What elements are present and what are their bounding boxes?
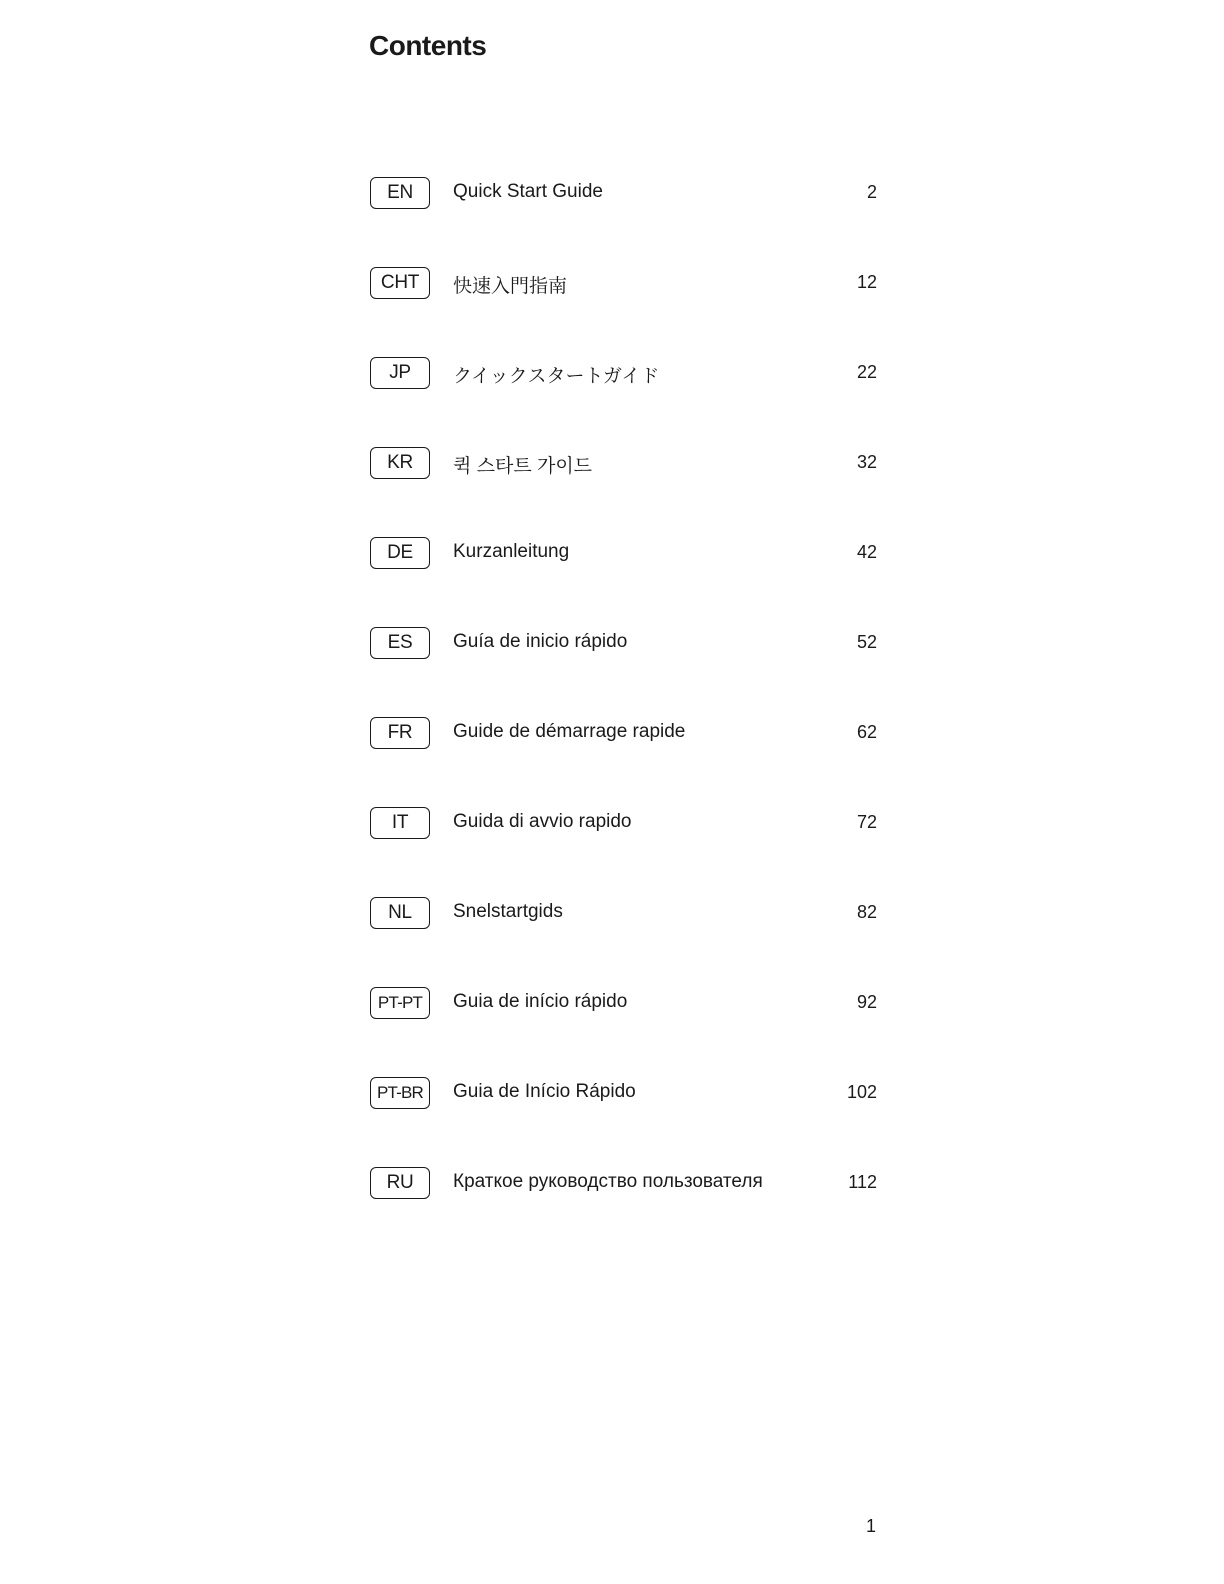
toc-page-number: 92 [856, 992, 877, 1012]
toc-entry-title: 快速入門指南 [453, 276, 568, 297]
toc-entry-pt-pt[interactable] [369, 984, 881, 1074]
toc-page-number: 62 [856, 722, 877, 742]
toc-page-number: 2 [866, 182, 877, 202]
language-code-badge: JP [370, 357, 430, 389]
table-of-contents [369, 174, 881, 1254]
toc-entry-ru[interactable] [369, 1164, 881, 1254]
toc-entry-pt-br[interactable] [369, 1074, 881, 1164]
toc-page-number: 32 [856, 452, 877, 472]
toc-entry-kr[interactable] [369, 444, 881, 534]
language-code-badge: ES [370, 627, 430, 659]
toc-entry-de[interactable] [369, 534, 881, 624]
toc-entry-cht[interactable] [369, 264, 881, 354]
language-code-badge: IT [370, 807, 430, 839]
toc-entry-title: Guida di avvio rapido [453, 811, 632, 832]
toc-page-number: 22 [856, 362, 877, 382]
language-code-badge: PT-PT [370, 987, 430, 1019]
toc-page-number: 82 [856, 902, 877, 922]
footer-page-number: 1 [866, 1516, 877, 1536]
language-code-badge: PT-BR [370, 1077, 430, 1109]
toc-entry-title: Guide de démarrage rapide [453, 721, 686, 742]
toc-entry-jp[interactable] [369, 354, 881, 444]
toc-entry-es[interactable] [369, 624, 881, 714]
toc-entry-en[interactable] [369, 174, 881, 264]
toc-entry-title: Snelstartgids [453, 901, 563, 922]
toc-page-number: 102 [846, 1082, 877, 1102]
language-code-badge: CHT [370, 267, 430, 299]
toc-entry-title: クイックスタートガイド [453, 366, 660, 387]
toc-page-number: 112 [848, 1172, 877, 1192]
language-code-badge: FR [370, 717, 430, 749]
toc-entry-title: Guia de Início Rápido [453, 1081, 636, 1102]
toc-entry-title: Kurzanleitung [453, 541, 570, 562]
toc-page-number: 42 [856, 542, 877, 562]
toc-entry-fr[interactable] [369, 714, 881, 804]
toc-page-number: 12 [856, 272, 877, 292]
toc-entry-nl[interactable] [369, 894, 881, 984]
toc-entry-title: Краткое руководство пользователя [453, 1171, 763, 1192]
page-title: Contents [369, 30, 487, 61]
language-code-badge: RU [370, 1167, 430, 1199]
toc-page-number: 52 [856, 632, 877, 652]
toc-entry-it[interactable] [369, 804, 881, 894]
toc-page-number: 72 [856, 812, 877, 832]
language-code-badge: EN [370, 177, 430, 209]
toc-entry-title: 퀵 스타트 가이드 [453, 456, 593, 477]
language-code-badge: KR [370, 447, 430, 479]
language-code-badge: DE [370, 537, 430, 569]
language-code-badge: NL [370, 897, 430, 929]
toc-entry-title: Guia de início rápido [453, 991, 628, 1012]
toc-entry-title: Guía de inicio rápido [453, 631, 628, 652]
toc-entry-title: Quick Start Guide [453, 181, 603, 202]
